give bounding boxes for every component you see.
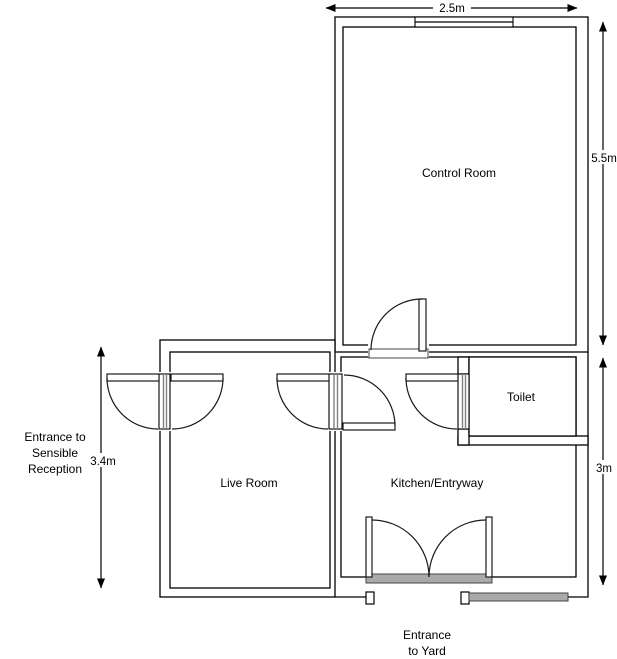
- live-kitchen-door-frame: [329, 374, 342, 429]
- toilet-bottom-wall: [458, 436, 588, 445]
- reception-door-frame: [159, 374, 170, 429]
- reception-door-outer-leaf: [107, 374, 159, 429]
- live-room-inner-wall: [170, 352, 330, 588]
- reception-entrance-label-line3: Reception: [27, 462, 83, 476]
- room-label-toilet: Toilet: [506, 390, 536, 404]
- toilet-door-frame: [458, 374, 469, 429]
- control-room-window: [415, 17, 513, 27]
- yard-fence-bar: [469, 593, 568, 601]
- dim-label-left: 3.4m: [90, 456, 116, 468]
- toilet-left-wall-lower: [458, 429, 469, 445]
- toilet-left-wall-upper: [458, 357, 469, 374]
- room-label-live-room: Live Room: [220, 476, 278, 490]
- reception-entrance-label-line1: Entrance to: [24, 430, 86, 444]
- walls: [160, 17, 588, 597]
- room-label-control-room: Control Room: [421, 166, 497, 180]
- yard-boundary: [366, 592, 568, 604]
- reception-entrance-label-line2: Sensible: [31, 446, 79, 460]
- dim-label-right-lower: 3m: [596, 463, 612, 475]
- control-room-inner-wall: [343, 27, 576, 345]
- room-label-kitchen: Kitchen/Entryway: [390, 476, 484, 490]
- dim-label-right-upper: 5.5m: [591, 153, 617, 165]
- yard-entrance-label-line1: Entrance: [402, 628, 452, 642]
- yard-entrance-label-line2: to Yard: [408, 644, 446, 658]
- yard-post-left: [366, 592, 374, 604]
- dim-label-top: 2.5m: [439, 3, 465, 15]
- yard-post-right: [461, 592, 469, 604]
